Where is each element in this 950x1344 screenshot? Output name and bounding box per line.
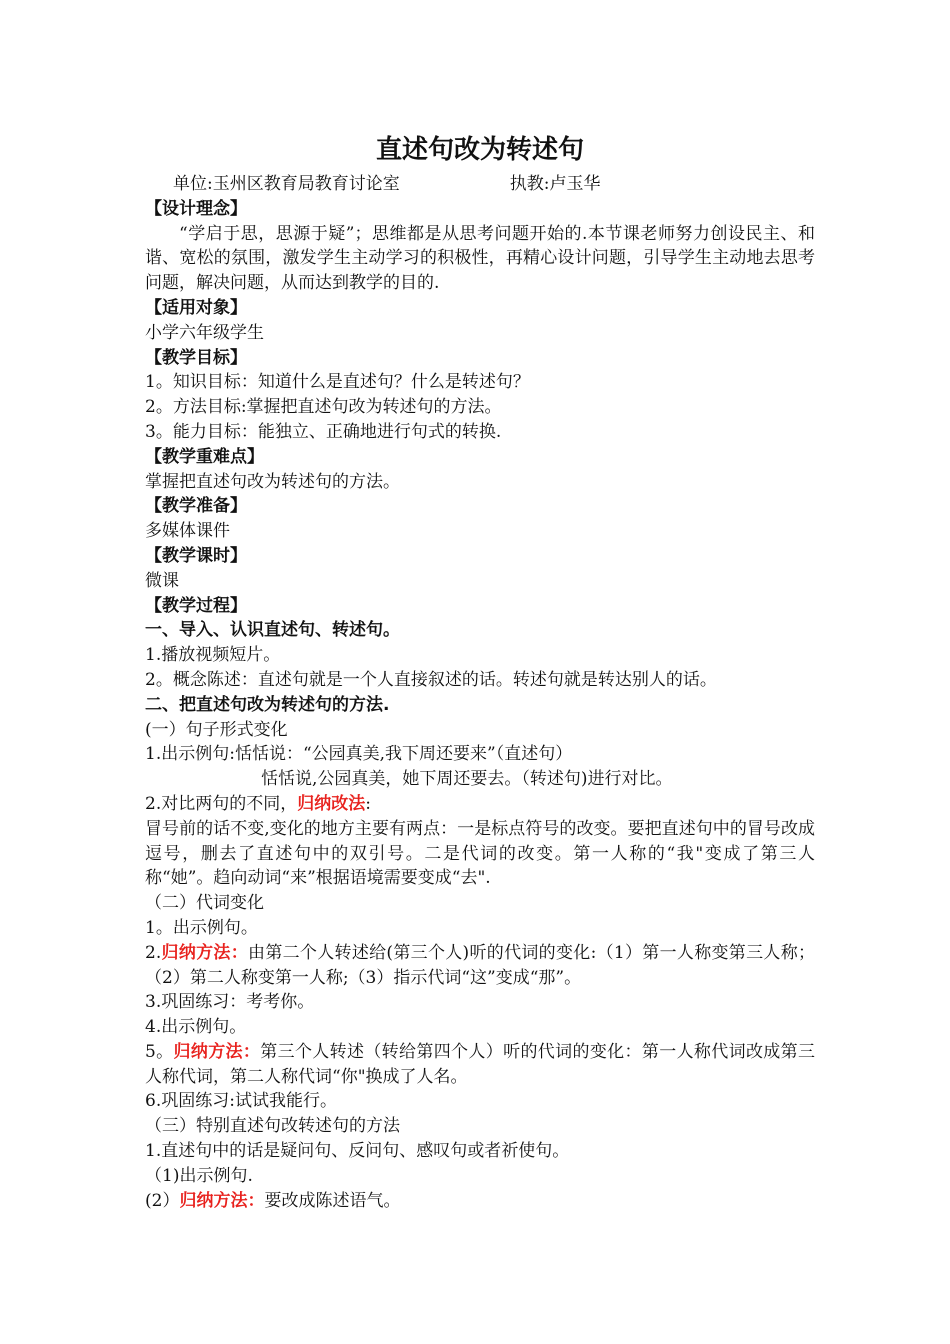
- author-line: [145, 172, 815, 197]
- teacher-text: 执教:卢玉华: [509, 174, 601, 194]
- target-heading: 【适用对象】: [145, 297, 247, 318]
- sub1-step-2: [145, 792, 815, 817]
- goals-heading: 【教学目标】: [145, 347, 247, 368]
- goal-3: 3。能力目标：能独立、正确地进行句式的转换.: [145, 421, 502, 442]
- prep-text: 多媒体课件: [145, 521, 230, 542]
- sub2-step-2-highlight: 归纳方法：: [161, 942, 249, 963]
- sub3-title: （三）特别直述句改转述句的方法: [145, 1116, 400, 1137]
- sub2-step-5: [145, 1040, 815, 1090]
- sub3-step-1b-highlight: 归纳方法：: [179, 1190, 265, 1211]
- sub2-step-2-pre: 2.: [145, 942, 162, 963]
- sub3-step-1b-post: 要改成陈述语气。: [264, 1190, 401, 1211]
- document-body: [145, 128, 815, 1213]
- part1-title: 一、导入、认识直述句、转述句。: [145, 620, 400, 641]
- sub3-step-1b-pre: (2）: [145, 1190, 180, 1211]
- sub1-title: (一）句子形式变化: [145, 719, 288, 740]
- sub2-step-5-pre: 5。: [145, 1041, 174, 1062]
- goal-1: 1。知识目标：知道什么是直述句？什么是转述句？: [145, 372, 530, 393]
- sub2-step-4: 4.出示例句。: [145, 1017, 247, 1038]
- sub2-step-5-post: 第三个人转述（转给第四个人）听的代词的变化：第一人称代词改成第三人称代词，第二人称代词“你"换成了人名。: [145, 1041, 815, 1087]
- process-heading: 【教学过程】: [145, 595, 247, 616]
- sub1-step-2-post: :: [365, 793, 371, 814]
- target-text: 小学六年级学生: [145, 322, 264, 343]
- hours-heading: 【教学课时】: [145, 545, 247, 566]
- sub1-step-1b: 恬恬说,公园真美，她下周还要去。（转述句)进行对比。: [261, 769, 673, 790]
- sub1-step-1: 1.出示例句:恬恬说：“公园真美,我下周还要来”（直述句）: [145, 744, 573, 765]
- part2-title: 二、把直述句改为转述句的方法.: [145, 694, 390, 715]
- sub2-step-2: [145, 941, 815, 991]
- sub2-step-6: 6.巩固练习:试试我能行。: [145, 1091, 337, 1112]
- design-paragraph: “学启于思，思源于疑”；思维都是从思考问题开始的.本节课老师努力创设民主、和谐、宽松的氛围，激发学生主动学习的积极性，再精心设计问题，引导学生主动地去思考问题，解决问题，从而达到教学的目的.: [145, 223, 815, 294]
- sub2-step-1: 1。出示例句。: [145, 917, 258, 938]
- sub2-title: （二）代词变化: [145, 893, 264, 914]
- goal-2: 2。方法目标:掌握把直述句改为转述句的方法。: [145, 397, 502, 418]
- part1-step-2: 2。概念陈述：直述句就是一个人直接叙述的话。转述句就是转达别人的话。: [145, 669, 717, 690]
- document-title: 直述句改为转述句: [375, 135, 584, 165]
- sub2-step-3: 3.巩固练习：考考你。: [145, 992, 315, 1013]
- sub1-explanation: 冒号前的话不变,变化的地方主要有两点：一是标点符号的改变。要把直述句中的冒号改成逗号，删去了直述句中的双引号。二是代词的改变。第一人称的“我"变成了第三人称“她”。趋向动词“来”根据语境需要变成“去".: [145, 818, 815, 889]
- sub1-step-2-highlight: 归纳改法: [297, 793, 366, 814]
- sub3-step-1a: （1)出示例句.: [145, 1165, 253, 1186]
- sub3-step-1b: [145, 1189, 815, 1214]
- key-text: 掌握把直述句改为转述句的方法。: [145, 471, 400, 492]
- part1-step-1: 1.播放视频短片。: [145, 645, 281, 666]
- hours-text: 微课: [145, 570, 179, 591]
- unit-text: 单位:玉州区教育局教育讨论室: [173, 174, 400, 194]
- sub3-step-1: 1.直述句中的话是疑问句、反问句、感叹句或者祈使句。: [145, 1141, 570, 1162]
- sub1-step-2-pre: 2.对比两句的不同，: [145, 793, 298, 814]
- sub2-step-2-post: 由第二个人转述给(第三个人)听的代词的变化:（1）第一人称变第三人称；（2）第二人称变第一人称;（3）指示代词“这”变成“那”。: [145, 942, 815, 988]
- design-heading: 【设计理念】: [145, 198, 247, 219]
- key-heading: 【教学重难点】: [145, 446, 264, 467]
- sub2-step-5-highlight: 归纳方法：: [173, 1041, 261, 1062]
- prep-heading: 【教学准备】: [145, 496, 247, 517]
